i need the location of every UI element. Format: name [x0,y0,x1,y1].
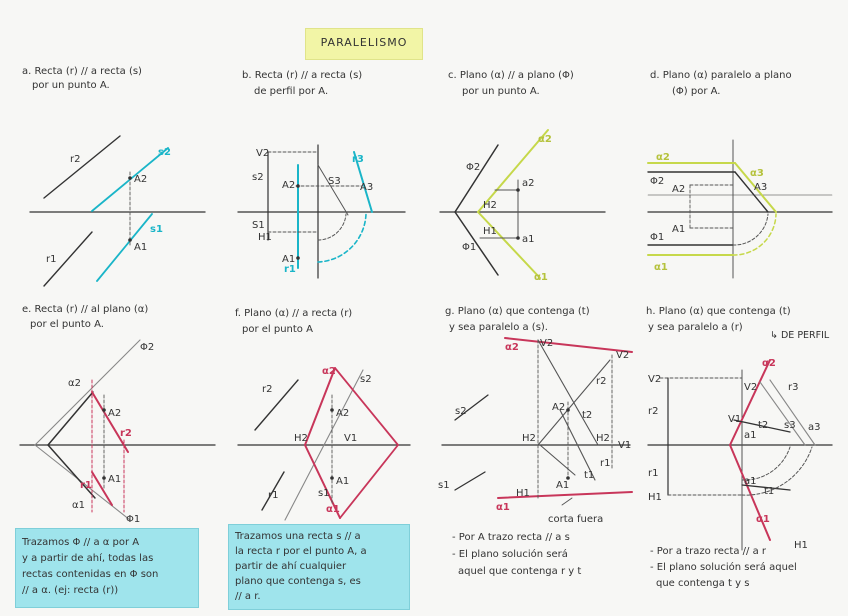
label-s2-a: s2 [158,147,171,158]
label-r3-h: r3 [788,382,799,393]
label-H2-c: H2 [483,200,497,211]
caption-a-line1: a. Recta (r) // a recta (s) [22,66,142,77]
label-r2-e: r2 [120,428,132,439]
caption-h-line2: y sea paralelo a (r) [648,322,743,333]
label-A1-a: A1 [134,242,148,253]
point-A2-b [296,184,300,188]
point-A2-e [102,408,106,412]
arc-d-1 [733,214,776,255]
label-H2b-g: H2 [596,433,610,444]
point-a2-c [516,188,520,192]
label-r1-f: r1 [268,490,279,501]
label-A1-d: A1 [672,224,686,235]
profile-note: DE PERFIL [780,330,830,341]
line-s1-g [455,472,485,490]
label-phi1-e: Φ1 [126,514,141,525]
label-V2-h: V2 [648,374,662,385]
label-r1-e: r1 [80,480,92,491]
label-r2-f: r2 [262,384,273,395]
label-alpha2-d: α2 [656,152,670,163]
caption-d-line2: (Φ) por A. [672,86,721,97]
label-S1-b: S1 [252,220,265,231]
label-alpha1-c: α1 [534,272,548,283]
caption-e-line1: e. Recta (r) // al plano (α) [22,304,149,315]
label-V1-g: V1 [618,440,632,451]
diagram-e [20,340,215,520]
note-g-line3: aquel que contenga r y t [458,566,582,577]
caption-c-line1: c. Plano (α) // a plano (Φ) [448,70,574,81]
line-s3 [318,165,348,215]
note-f-line2: la recta r por el punto A, a [235,546,367,557]
label-t2-g: t2 [582,410,593,421]
caption-f-line1: f. Plano (α) // a recta (r) [235,308,353,319]
label-V1-h: V1 [728,414,742,425]
line-r2 [44,136,120,198]
label-H2a-g: H2 [522,433,536,444]
arc-h-1 [742,447,812,495]
label-A2-b: A2 [282,180,296,191]
label-V2b-h: V2 [744,382,758,393]
label-a1-h: a1 [744,430,757,441]
plane-alpha1 [478,212,540,278]
page-title: PARALELISMO [320,36,408,49]
note-e-line2: y a partir de ahí, todas las [22,553,154,564]
plane-alpha2-g [505,338,632,352]
line-g-3 [540,445,575,475]
point-A1-f [330,476,334,480]
label-alpha2-f: α2 [322,366,336,377]
label-H1-c: H1 [483,226,497,237]
point-A2-g [566,408,570,412]
note-e-line3: rectas contenidas en Φ son [22,569,159,580]
note-g-line2: - El plano solución será [452,549,568,560]
label-S3-b: S3 [328,176,341,187]
caption-a-line2: por un punto A. [32,80,110,91]
label-H1b-h: H1 [794,540,808,551]
note-e-line4: // a α. (ej: recta (r)) [22,585,119,596]
label-V2b-g: V2 [616,350,630,361]
note-f-line4: plano que contenga s, es [235,576,361,587]
label-r1-g: r1 [600,458,611,469]
label-alpha1-e: α1 [72,500,85,511]
note-box-f [228,524,410,610]
label-phi2-d: Φ2 [650,176,665,187]
label-A3-d: A3 [754,182,768,193]
label-H1-b: H1 [258,232,272,243]
label-A2-g: A2 [552,402,566,413]
label-a2-c: a2 [522,178,535,189]
label-alpha1-h: α1 [756,514,770,525]
label-alpha1-f: α1 [326,504,340,515]
label-phi1-d: Φ1 [650,232,665,243]
label-H1-g: H1 [516,488,530,499]
label-alpha2-e: α2 [68,378,81,389]
line-r2-e [92,392,128,452]
label-s2-b: s2 [252,172,264,183]
note-h-line2: - El plano solución será aquel [650,562,797,573]
label-a3-h: a3 [808,422,821,433]
note-f-line5: // a r. [235,591,261,602]
diagram-d [648,140,832,278]
note-h-line1: - Por a trazo recta // a r [650,546,766,557]
label-alpha2-g: α2 [505,342,519,353]
label-s1-f: s1 [318,488,330,499]
arc-d-2 [733,214,768,245]
label-A1-b: A1 [282,254,296,265]
label-V2-b: V2 [256,148,270,159]
arc-b-2 [318,214,346,240]
label-corta-g: corta fuera [548,514,604,525]
label-s1-a: s1 [150,224,163,235]
label-alpha2-h: α2 [762,358,776,369]
title-badge [305,28,423,60]
label-r2-h: r2 [648,406,659,417]
label-A2-d: A2 [672,184,686,195]
label-phi1-c: Φ1 [462,242,477,253]
note-f-line1: Trazamos una recta s // a [235,531,361,542]
point-a1-c [516,236,520,240]
label-r1-a: r1 [46,254,57,265]
label-A2-e: A2 [108,408,122,419]
label-V1-f: V1 [344,433,358,444]
label-A1-e: A1 [108,474,122,485]
point-A2-a [128,176,132,180]
note-box-e [15,528,199,608]
arrow-g [562,498,572,505]
note-f-line3: partir de ahí cualquier [235,561,347,572]
caption-h-line1: h. Plano (α) que contenga (t) [646,306,791,317]
label-r2-g: r2 [596,376,607,387]
label-s2-f: s2 [360,374,372,385]
caption-d-line1: d. Plano (α) paralelo a plano [650,70,792,81]
label-r1-h: r1 [648,468,659,479]
point-A1-b [296,256,300,260]
point-A2-f [330,408,334,412]
label-s1-g: s1 [438,480,450,491]
label-s2-g: s2 [455,406,467,417]
label-A2-a: A2 [134,174,148,185]
label-H1-h: H1 [648,492,662,503]
diagram-b [238,145,405,278]
caption-c-line2: por un punto A. [462,86,540,97]
label-phi2-c: Φ2 [466,162,481,173]
label-r3-b: r3 [352,154,364,165]
label-a1b-h: a1 [744,476,757,487]
label-alpha1-d: α1 [654,262,668,273]
label-A3-b: A3 [360,182,374,193]
caption-b-line2: de perfil por A. [254,86,329,97]
label-A2-f: A2 [336,408,350,419]
caption-f-line2: por el punto A [242,324,313,335]
label-alpha1-g: α1 [496,502,510,513]
caption-b-line1: b. Recta (r) // a recta (s) [242,70,363,81]
diagram-h [648,360,832,550]
label-alpha3-d: α3 [750,168,764,179]
label-alpha2-c: α2 [538,134,552,145]
note-h-line3: que contenga t y s [656,578,750,589]
point-A1-e [102,476,106,480]
caption-e-line2: por el punto A. [30,319,104,330]
label-t1-g: t1 [584,470,595,481]
label-r2-a: r2 [70,154,81,165]
note-e-line1: Trazamos Φ // a α por A [22,537,140,548]
note-g-line1: - Por A trazo recta // a s [452,532,570,543]
label-s3-h: s3 [784,420,796,431]
label-r1-b: r1 [284,264,296,275]
label-t1-h: t1 [764,486,775,497]
caption-g-line2: y sea paralelo a (s). [449,322,548,333]
diagram-c [440,130,605,278]
diagram-g [442,338,632,505]
caption-g-line1: g. Plano (α) que contenga (t) [445,306,590,317]
plane-alpha2-e [48,392,93,445]
label-H2-f: H2 [294,433,308,444]
label-V2a-g: V2 [540,338,554,349]
diagram-labels [46,134,821,551]
label-a1-c: a1 [522,234,535,245]
label-A1-g: A1 [556,480,570,491]
caption-h-arrow-note: ↳ DE PERFIL [770,330,830,341]
point-A1-a [128,238,132,242]
arc-b-1 [318,214,366,262]
label-t2-h: t2 [758,420,769,431]
label-A1-f: A1 [336,476,350,487]
label-phi2-e: Φ2 [140,342,155,353]
